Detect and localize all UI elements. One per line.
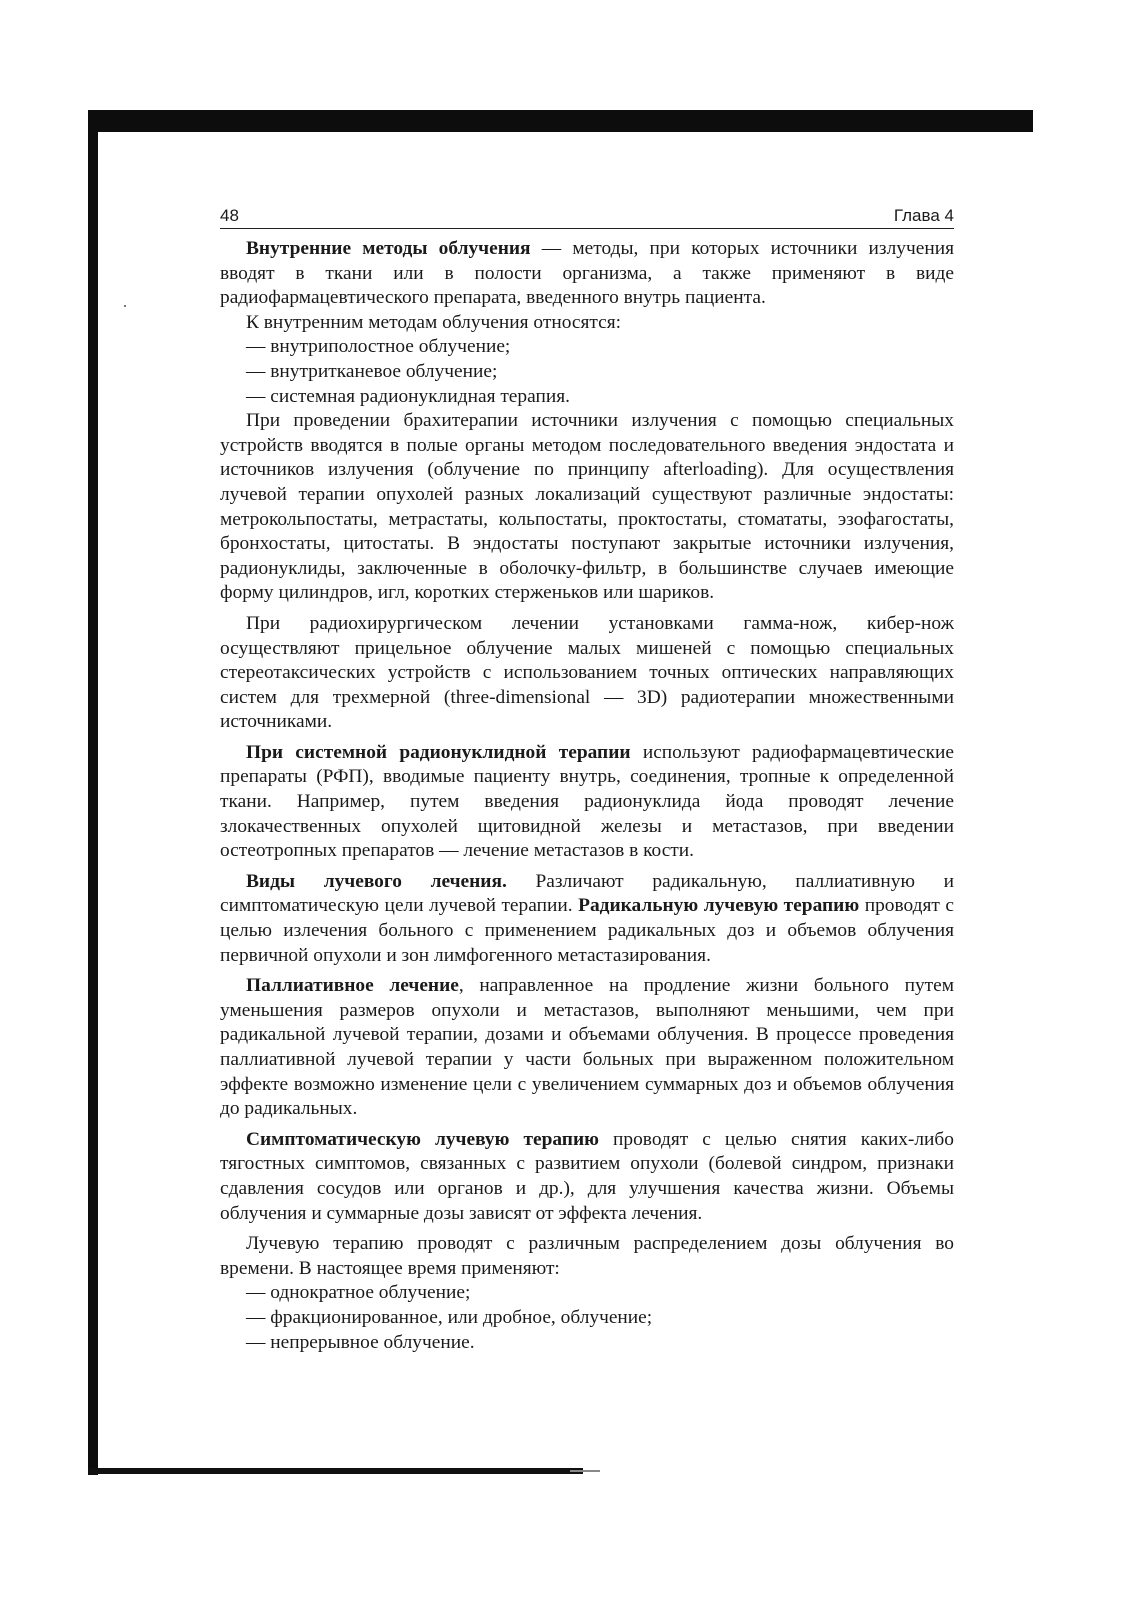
page-number: 48 bbox=[220, 206, 239, 225]
paragraph-dose-distribution: Лучевую терапию проводят с различным распределением дозы облучения во времени. В настоящее время применяют: bbox=[220, 1233, 954, 1279]
term-radical-therapy: Радикальную лучевую терапию bbox=[578, 895, 860, 917]
term-symptomatic: Симптоматическую лучевую терапию bbox=[246, 1128, 599, 1150]
list-item: — непрерывное облучение. bbox=[246, 1331, 475, 1353]
paragraph-treatment-types: Виды лучевого лечения. Различают радикальную, паллиативную и симптоматическую цели лучевой терапии. Радикальную лучевую терапию проводят с целью излечения больного с применением радикальных доз и объемов облучения первичной опухоли и зон лимфогенного метастазирования. bbox=[220, 870, 954, 966]
list-item: — фракционированное, или дробное, облучение; bbox=[246, 1306, 653, 1328]
book-page bbox=[220, 206, 954, 1355]
paragraph-internal-methods: Внутренние методы облучения — методы, при которых источники излучения вводят в ткани или в полости организма, а также применяют в виде радиофармацевтического препарата, введенного внутрь пациента. bbox=[220, 238, 954, 309]
body-text bbox=[220, 237, 954, 1355]
paragraph-systemic-therapy: При системной радионуклидной терапии используют радиофармацевтические препараты (РФП), вводимые пациенту внутрь, соединения, тропные к определенной ткани. Например, путем введения радионуклида йода проводят лечение злокачественных опухолей щитовидной железы и метастазов, при введении остеотропных препаратов — лечение метастазов в кости. bbox=[220, 741, 954, 862]
term-palliative: Паллиативное лечение bbox=[246, 975, 459, 997]
paragraph-symptomatic: Симптоматическую лучевую терапию проводят с целью снятия каких-либо тягостных симптомов, связанных с развитием опухоли (болевой синдром, признаки сдавления сосудов или органов и др.), для улучшения качества жизни. Объемы облучения и суммарные дозы зависят от эффекта лечения. bbox=[220, 1128, 954, 1224]
paragraph-brachytherapy: При проведении брахитерапии источники излучения с помощью специальных устройств вводятся в полые органы методом последовательного введения эндостата и источников излучения (облучение по принципу afterloading). Для осуществления лучевой терапии опухолей разных локализаций существуют различные эндостаты: метрокольпостаты, метрастаты, кольпостаты, проктостаты, стомататы, эзофагостаты, бронхостаты, цитостаты. В эндостаты поступают закрытые источники излучения, радионуклиды, заключенные в оболочку-фильтр, в большинстве случаев имеющие форму цилиндров, игл, коротких стерженьков или шариков. bbox=[220, 410, 954, 604]
term-internal-methods: Внутренние методы облучения bbox=[246, 238, 531, 259]
list-item: — внутриполостное облучение; bbox=[246, 336, 511, 358]
term-treatment-types: Виды лучевого лечения. bbox=[246, 870, 507, 892]
scan-border-left bbox=[88, 110, 98, 1475]
paragraph-radiosurgery: При радиохирургическом лечении установками гамма-нож, кибер-нож осуществляют прицельное облучение малых мишеней с помощью специальных стереотаксических устройств с использованием точных оптических направляющих систем для трехмерной (three-dimensional — 3D) радиотерапии множественными источниками. bbox=[220, 612, 954, 733]
scan-border-bottom bbox=[88, 1468, 583, 1474]
paragraph-palliative: Паллиативное лечение, направленное на продление жизни больного путем уменьшения размеров опухоли и метастазов, выполняют меньшими, чем при радикальной лучевой терапии, дозами и объемами облучения. В процессе проведения паллиативной лучевой терапии у части больных при выраженном положительном эффекте возможно изменение цели с увеличением суммарных доз и объемов облучения до радикальных. bbox=[220, 975, 954, 1120]
scan-border-top bbox=[88, 110, 1033, 132]
term-systemic-therapy: При системной радионуклидной терапии bbox=[246, 741, 631, 763]
list-item: — однократное облучение; bbox=[246, 1282, 471, 1304]
scan-border-bottom-fade bbox=[570, 1470, 600, 1472]
paragraph-list-intro: К внутренним методам облучения относятся: bbox=[246, 311, 622, 333]
running-head bbox=[220, 206, 954, 229]
chapter-title: Глава 4 bbox=[893, 206, 954, 225]
list-item: — системная радионуклидная терапия. bbox=[246, 385, 570, 407]
scan-speck bbox=[124, 305, 126, 307]
list-item: — внутритканевое облучение; bbox=[246, 360, 498, 382]
